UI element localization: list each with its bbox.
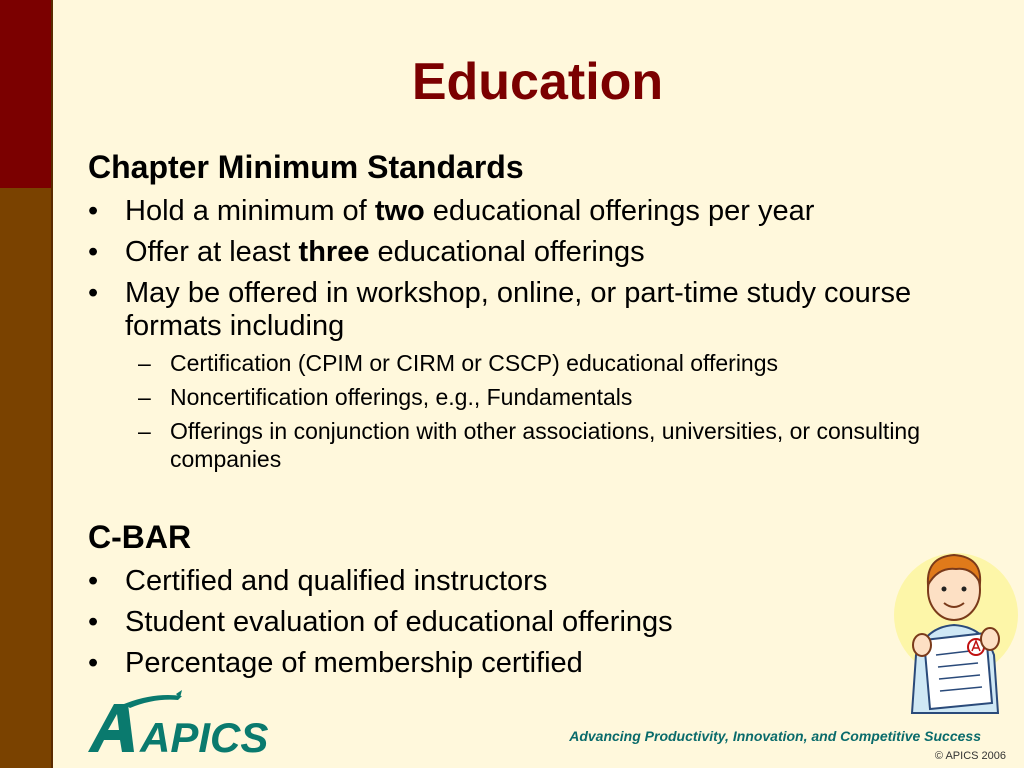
footer-tagline: Advancing Productivity, Innovation, and Competitive Success [569, 728, 981, 744]
bullet-marker: • [88, 277, 99, 309]
section-heading-cbar: C-BAR [88, 519, 192, 555]
sub-bullet-item [88, 383, 990, 411]
bullet-text-bold: three [298, 236, 370, 268]
sub-bullet-item [88, 417, 990, 473]
bullet-text-post: educational offerings per year [424, 195, 815, 227]
bullet-marker: • [88, 565, 99, 597]
sidebar-top-band [0, 0, 51, 188]
bullet-text-post: educational offerings [369, 236, 645, 268]
bullet-text-bold: two [374, 195, 425, 227]
bullet-item [88, 606, 988, 639]
apics-logo-icon [84, 690, 269, 761]
sub-bullet-text: Certification (CPIM or CIRM or CSCP) educational offerings [170, 350, 779, 376]
bullet-text: May be offered in workshop, online, or part-time study course formats including [125, 277, 912, 342]
student-with-grade-paper-icon [886, 545, 1020, 715]
sub-bullet-text: Offerings in conjunction with other associations, universities, or consulting companies [170, 418, 921, 472]
slide-title: Education [411, 53, 664, 111]
bullet-item [88, 647, 988, 680]
footer-copyright: © APICS 2006 [934, 750, 1006, 762]
bullet-item [88, 277, 988, 343]
bullet-marker: • [88, 236, 99, 268]
sub-bullet-marker: – [138, 418, 151, 444]
sub-bullet-text: Noncertification offerings, e.g., Fundamentals [170, 384, 633, 410]
section-heading-chapter-standards: Chapter Minimum Standards [88, 149, 524, 185]
bullet-text-pre: Hold a minimum of [125, 195, 375, 227]
sub-bullet-marker: – [138, 350, 151, 376]
sidebar-bottom-band [0, 188, 51, 768]
logo-wordmark: APICS [140, 714, 269, 761]
bullet-text-pre: Offer at least [125, 236, 299, 268]
bullet-text: Certified and qualified instructors [125, 565, 548, 597]
sub-bullet-item [88, 349, 990, 377]
sidebar-divider [51, 0, 53, 768]
bullet-item [88, 565, 988, 598]
bullet-marker: • [88, 606, 99, 638]
bullet-marker: • [88, 647, 99, 679]
bullet-marker: • [88, 195, 99, 227]
sub-bullet-marker: – [138, 384, 151, 410]
bullet-text: Percentage of membership certified [125, 647, 583, 679]
slide-content [88, 147, 988, 680]
bullet-item [88, 195, 988, 228]
bullet-text: Student evaluation of educational offerings [125, 606, 673, 638]
bullet-item [88, 236, 988, 269]
